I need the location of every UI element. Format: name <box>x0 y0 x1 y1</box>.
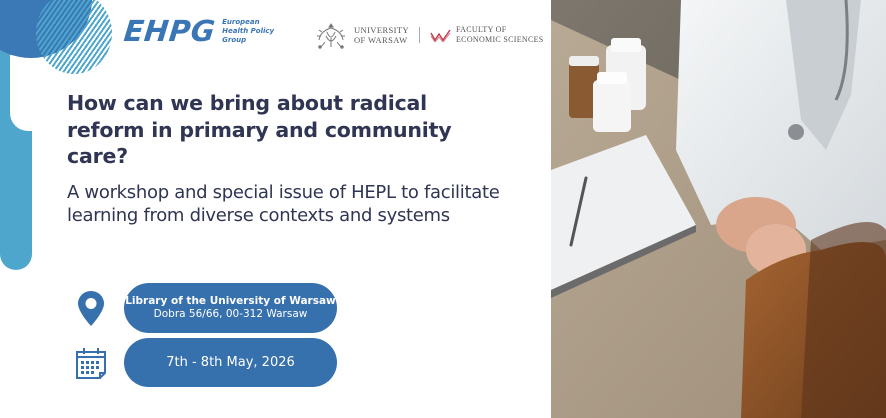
faculty-zigzag-icon <box>430 28 452 42</box>
date-pill <box>124 338 337 387</box>
university-line: OF WARSAW <box>354 35 408 45</box>
venue-name: Library of the University of Warsaw <box>125 295 336 307</box>
venue-address: Dobra 56/66, 00-312 Warsaw <box>153 308 308 320</box>
university-name <box>354 25 409 45</box>
university-logos <box>314 18 544 52</box>
ehpg-wordmark: EHPG <box>122 14 217 48</box>
subtitle: A workshop and special issue of HEPL to facilitate learning from diverse contexts and systems <box>67 182 500 226</box>
university-line: UNIVERSITY <box>354 25 409 35</box>
decorative-striped-circle <box>36 0 112 74</box>
event-date: 7th - 8th May, 2026 <box>166 355 295 370</box>
eagle-crest-icon <box>314 18 348 52</box>
ehpg-sub-line: European <box>222 18 260 26</box>
location-pill <box>124 283 337 333</box>
ehpg-logo <box>122 14 275 48</box>
headline: How can we bring about radical reform in primary and community care? <box>67 91 452 168</box>
faculty-line: FACULTY OF <box>456 25 507 34</box>
photo-illustration <box>551 0 886 418</box>
faculty-line: ECONOMIC SCIENCES <box>456 35 544 44</box>
ehpg-sub-line: Group <box>222 36 247 44</box>
doctor-patient-photo <box>551 0 886 418</box>
ehpg-subtitle <box>222 18 274 45</box>
calendar-icon <box>74 346 108 380</box>
decorative-notch <box>10 55 54 131</box>
faculty-name <box>456 25 544 45</box>
ehpg-sub-line: Health Policy <box>222 27 275 35</box>
logo-divider <box>419 27 420 43</box>
map-pin-icon <box>77 290 105 327</box>
